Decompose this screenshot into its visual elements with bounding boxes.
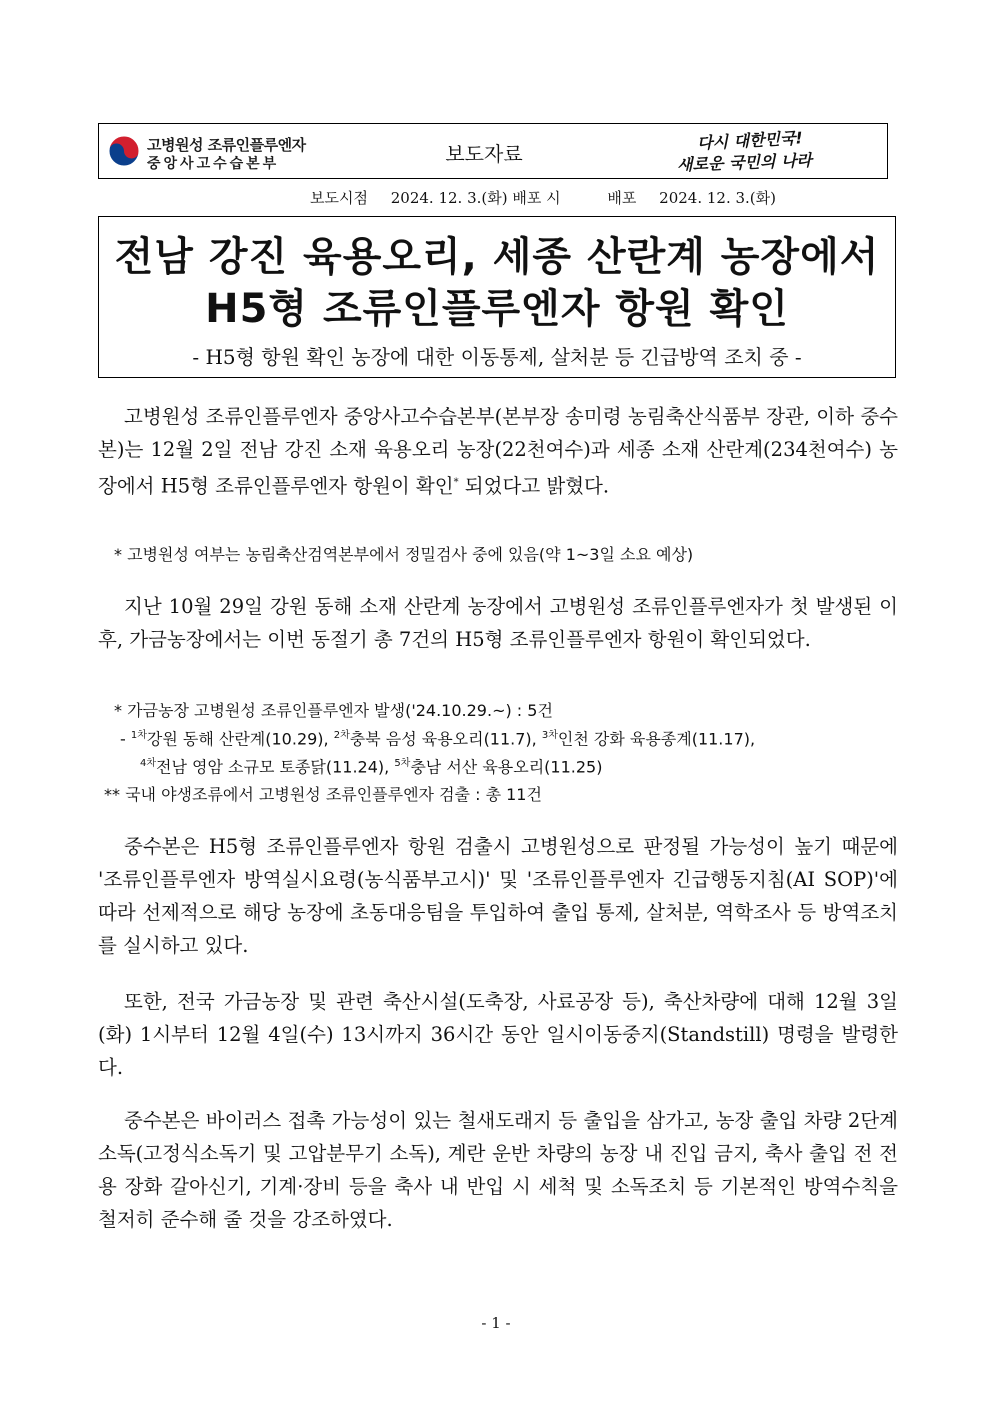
- paragraph-1-end: 되었다고 밝혔다.: [458, 474, 610, 498]
- case-ord: 4차: [140, 758, 157, 769]
- release-label: 보도자료: [445, 142, 523, 166]
- case-ord: 5차: [394, 758, 411, 769]
- distribution-value: 2024. 12. 3.(화): [659, 189, 776, 207]
- slogan: [677, 128, 847, 176]
- distribution-label: 배포: [607, 189, 637, 207]
- note-1: * 고병원성 여부는 농림축산검역본부에서 정밀검사 중에 있음(약 1~3일 소요 예상): [114, 545, 694, 564]
- page-number: - 1 -: [481, 1314, 511, 1332]
- header-box: [98, 123, 888, 179]
- paragraph-3: 중수본은 H5형 조류인플루엔자 항원 검출시 고병원성으로 판정될 가능성이 높기 때문에 '조류인플루엔자 방역실시요령(농식품부고시)' 및 '조류인플루엔자 긴급행동지침(AI SOP)'에 따라 선제적으로 해당 농장에 초동대응팀을 투입하여 출입 통제, 살처분, 역학조사 등 방역조치를 실시하고 있다.: [98, 835, 898, 957]
- case-ord: 3차: [541, 730, 558, 741]
- headline-line1: 전남 강진 육용오리, 세종 산란계 농장에서: [114, 234, 880, 280]
- release-time-label: 보도시점: [310, 189, 368, 207]
- paragraph-2: 지난 10월 29일 강원 동해 소재 산란계 농장에서 고병원성 조류인플루엔자가 첫 발생된 이후, 가금농장에서는 이번 동절기 총 7건의 H5형 조류인플루엔자 항원이 확인되었다.: [98, 595, 898, 651]
- case-list-bullet: -: [120, 729, 131, 749]
- paragraph-1-text: 고병원성 조류인플루엔자 중앙사고수습본부(본부장 송미령 농림축산식품부 장관, 이하 중수본)는 12월 2일 전남 강진 소재 육용오리 농장(22천여수)과 세종 소재 산란계(234천여수) 농장에서 H5형 조류인플루엔자 항원이 확인: [98, 405, 898, 498]
- paragraph-5: 중수본은 바이러스 접촉 가능성이 있는 철새도래지 등 출입을 삼가고, 농장 출입 차량 2단계 소독(고정식소독기 및 고압분무기 소독), 계란 운반 차량의 농장 내 진입 금지, 축사 출입 전 전용 장화 갈아신기, 기계·장비 등을 축사 내 반입 시 세척 및 소독조치 등 기본적인 방역수칙을 철저히 준수해 줄 것을 강조하였다.: [98, 1109, 898, 1231]
- case-ord: 1차: [130, 730, 147, 741]
- agency-name: 고병원성 조류인플루엔자: [147, 136, 306, 154]
- slogan-line2: 새로운 국민의 나라: [676, 150, 813, 175]
- note-2: * 가금농장 고병원성 조류인플루엔자 발생('24.10.29.~) : 5건: [114, 701, 553, 720]
- agency-logo: [107, 132, 347, 172]
- subtitle: - H5형 항원 확인 농장에 대한 이동통제, 살처분 등 긴급방역 조치 중 -: [192, 345, 802, 369]
- paragraph-1: [98, 400, 898, 503]
- headline-line2: H5형 조류인플루엔자 항원 확인: [205, 286, 789, 332]
- release-time-value: 2024. 12. 3.(화) 배포 시: [390, 189, 561, 207]
- taegeuk-icon: [107, 134, 141, 168]
- case-list-line2: [140, 754, 602, 777]
- release-time: [310, 187, 890, 208]
- case-text: 충남 서산 육용오리(11.25): [410, 757, 603, 777]
- case-list-line1: [120, 726, 755, 749]
- note-4: ** 국내 야생조류에서 고병원성 조류인플루엔자 검출 : 총 11건: [104, 785, 542, 804]
- case-text: 전남 영암 소규모 토종닭(11.24),: [156, 757, 395, 777]
- case-text: 강원 동해 산란계(10.29),: [146, 729, 334, 749]
- paragraph-4: 또한, 전국 가금농장 및 관련 축산시설(도축장, 사료공장 등), 축산차량에 대해 12월 3일(화) 1시부터 12월 4일(수) 13시까지 36시간 동안 일시이동중지(Standstill) 명령을 발령한다.: [98, 990, 898, 1079]
- title-box: [98, 216, 896, 378]
- case-text: 충북 음성 육용오리(11.7),: [349, 729, 542, 749]
- case-text: 인천 강화 육용종계(11.17),: [557, 729, 756, 749]
- agency-subname: 중앙사고수습본부: [147, 156, 280, 172]
- footnote-mark: *: [453, 477, 459, 488]
- slogan-line1: 다시 대한민국!: [696, 128, 804, 153]
- case-ord: 2차: [333, 730, 350, 741]
